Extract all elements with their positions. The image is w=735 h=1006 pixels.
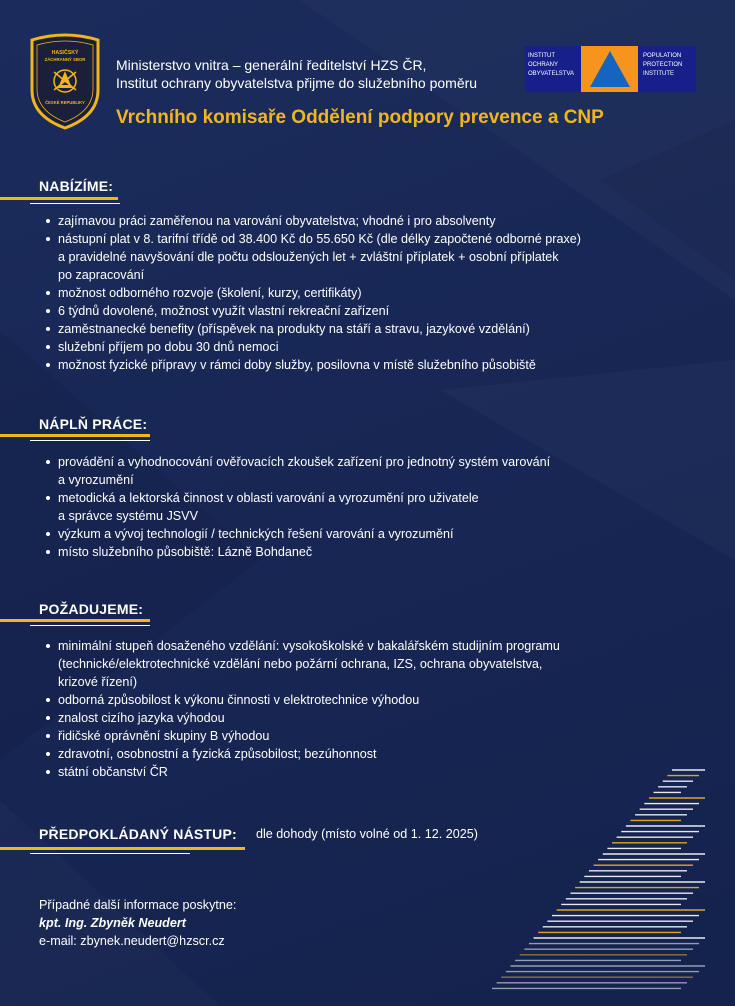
- section-underline-thin: [30, 853, 190, 854]
- svg-text:HASIČSKÝ: HASIČSKÝ: [51, 50, 79, 56]
- section-underline: [0, 847, 245, 850]
- ipp-logo-english-text: POPULATION PROTECTION INSTITUTE: [638, 46, 696, 92]
- list-item: odborná způsobilost k výkonu činnosti v elektrotechnice výhodou: [45, 691, 560, 709]
- list-item: zajímavou práci zaměřenou na varování obyvatelstva; vhodné i pro absolventy: [45, 212, 581, 230]
- list-item: minimální stupeň dosaženého vzdělání: vysokoškolské v bakalářském studijním programu (technické/elektrotechnické vzdělání nebo požární ochrana, IZS, ochrana obyvatelstva, krizové řízení): [45, 637, 560, 691]
- ipp-logo-czech-text: INSTITUT OCHRANY OBYVATELSTVA: [525, 46, 581, 92]
- list-item: 6 týdnů dovolené, možnost využít vlastní rekreační zařízení: [45, 302, 581, 320]
- hzs-logo: [28, 32, 102, 130]
- section-title-job-description: NÁPLŇ PRÁCE:: [39, 416, 148, 432]
- list-item: zaměstnanecké benefity (příspěvek na produkty na stáří a stravu, jazykové vzdělání): [45, 320, 581, 338]
- section-underline: [0, 619, 150, 622]
- fire-rescue-badge-icon: [28, 32, 102, 130]
- list-item: zdravotní, osobnostní a fyzická způsobilost; bezúhonnost: [45, 745, 560, 763]
- list-item: znalost cizího jazyka výhodou: [45, 709, 560, 727]
- ipp-logo: [525, 46, 696, 92]
- section-underline-thin: [30, 625, 150, 626]
- job-description-list: [45, 453, 550, 561]
- list-item: nástupní plat v 8. tarifní třídě od 38.400 Kč do 55.650 Kč (dle délky započtené odborné praxe) a pravidelné navyšování dle počtu odsloužených let + zvláštní příplatek + osobní příplatek po zapracování: [45, 230, 581, 284]
- section-underline-thin: [30, 203, 120, 204]
- list-item: státní občanství ČR: [45, 763, 560, 781]
- section-underline-thin: [30, 440, 150, 441]
- header-line-1: Ministerstvo vnitra – generální ředitelství HZS ČR,: [116, 57, 427, 73]
- section-title-requirements: POŽADUJEME:: [39, 601, 144, 617]
- list-item: řidičské oprávnění skupiny B výhodou: [45, 727, 560, 745]
- start-date-label: PŘEDPOKLÁDANÝ NÁSTUP:: [39, 826, 237, 842]
- job-title: Vrchního komisaře Oddělení podpory prevence a CNP: [116, 107, 604, 128]
- contact-email[interactable]: e-mail: zbynek.neudert@hzscr.cz: [39, 934, 225, 948]
- section-underline: [0, 434, 150, 437]
- civil-defence-triangle-icon: [581, 46, 638, 92]
- list-item: služební příjem po dobu 30 dnů nemoci: [45, 338, 581, 356]
- svg-text:ZÁCHRANNÝ SBOR: ZÁCHRANNÝ SBOR: [44, 57, 86, 62]
- contact-name: kpt. Ing. Zbyněk Neudert: [39, 916, 186, 930]
- contact-block: [39, 896, 236, 950]
- stripe-pattern: [492, 770, 705, 988]
- list-item: místo služebního působiště: Lázně Bohdaneč: [45, 543, 550, 561]
- requirements-list: [45, 637, 560, 781]
- start-date-value: dle dohody (místo volné od 1. 12. 2025): [256, 827, 478, 841]
- header-intro: [116, 56, 477, 92]
- section-title-offer: NABÍZÍME:: [39, 178, 114, 194]
- list-item: metodická a lektorská činnost v oblasti varování a vyrozumění pro uživatele a správce systému JSVV: [45, 489, 550, 525]
- header-line-2: Institut ochrany obyvatelstva přijme do služebního poměru: [116, 75, 478, 91]
- list-item: možnost odborného rozvoje (školení, kurzy, certifikáty): [45, 284, 581, 302]
- list-item: výzkum a vývoj technologií / technických řešení varování a vyrozumění: [45, 525, 550, 543]
- list-item: možnost fyzické přípravy v rámci doby služby, posilovna v místě služebního působiště: [45, 356, 581, 374]
- section-underline: [0, 197, 118, 200]
- svg-text:ČESKÉ REPUBLIKY: ČESKÉ REPUBLIKY: [45, 100, 85, 105]
- contact-intro: Případné další informace poskytne:: [39, 898, 237, 912]
- offer-list: [45, 212, 581, 374]
- list-item: provádění a vyhodnocování ověřovacích zkoušek zařízení pro jednotný systém varování a vyrozumění: [45, 453, 550, 489]
